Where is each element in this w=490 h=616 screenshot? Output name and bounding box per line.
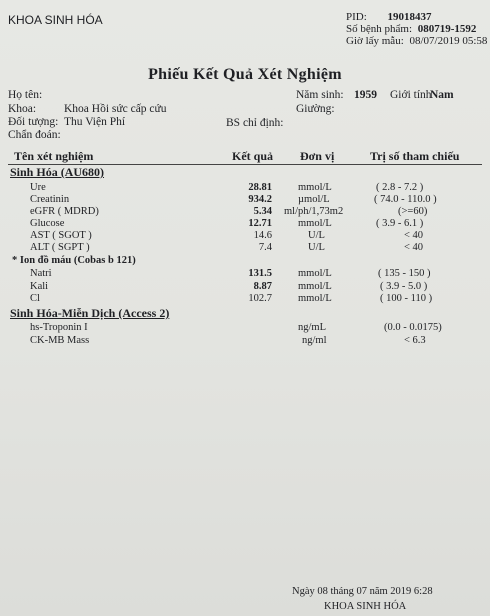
sex-label: Giới tính [390, 89, 432, 101]
dept-value: Khoa Hồi sức cấp cứu [64, 103, 167, 115]
test-result: 5.34 [253, 206, 272, 217]
test-unit: ml/ph/1,73m2 [284, 206, 344, 217]
test-name: eGFR ( MDRD) [30, 206, 99, 217]
test-unit: U/L [308, 230, 325, 241]
test-name: ALT ( SGPT ) [30, 242, 90, 253]
section-electrolytes: * Ion đồ máu (Cobas b 121) [12, 255, 136, 266]
pid-line [346, 11, 432, 23]
test-result: 8.87 [253, 281, 272, 292]
test-name: Cl [30, 293, 40, 304]
diagnosis-label: Chẩn đoán: [8, 129, 61, 141]
col-unit: Đơn vị [300, 149, 335, 163]
test-ref: ( 3.9 - 6.1 ) [376, 218, 424, 229]
test-name: Natri [30, 268, 52, 279]
test-ref: ( 2.8 - 7.2 ) [376, 182, 424, 193]
birth-label: Năm sinh: [296, 89, 344, 101]
test-ref: < 6.3 [404, 335, 426, 346]
record-label: Số bệnh phẩm: [346, 23, 412, 35]
test-result: 12.71 [248, 218, 272, 229]
test-unit: mmol/L [298, 218, 332, 229]
test-result: 102.7 [248, 293, 272, 304]
test-unit: ng/ml [302, 335, 327, 346]
object-label: Đối tượng: [8, 116, 59, 128]
report-date: Ngày 08 tháng 07 năm 2019 6:28 [292, 586, 433, 597]
pid-label: PID: [346, 11, 367, 23]
sample-time-line [346, 35, 487, 47]
name-label: Họ tên: [8, 89, 43, 101]
col-result: Kết quả [232, 149, 274, 163]
record-line [346, 23, 476, 35]
test-unit: ng/mL [298, 322, 326, 333]
test-result: 131.5 [248, 268, 272, 279]
test-ref: < 40 [404, 242, 424, 253]
sex-value: Nam [430, 89, 454, 101]
test-name: hs-Troponin I [30, 322, 88, 333]
test-result: 7.4 [258, 242, 272, 253]
sample-time-label: Giờ lấy mẫu: [346, 35, 404, 47]
dept-label: Khoa: [8, 103, 37, 115]
bed-label: Giường: [296, 103, 335, 115]
test-ref: ( 100 - 110 ) [380, 293, 433, 304]
test-result: 28.81 [248, 182, 272, 193]
section-immunology: Sinh Hóa-Miễn Dịch (Access 2) [10, 306, 170, 320]
test-unit: mmol/L [298, 182, 332, 193]
test-name: Ure [30, 182, 46, 193]
page-title: Phiếu Kết Quả Xét Nghiệm [148, 66, 342, 83]
section-chemistry: Sinh Hóa (AU680) [10, 165, 105, 179]
department-name: KHOA SINH HÓA [8, 13, 103, 27]
record-value: 080719-1592 [417, 23, 477, 35]
test-name: Glucose [30, 218, 65, 229]
test-unit: mmol/L [298, 268, 332, 279]
test-result: 934.2 [248, 194, 272, 205]
doctor-label: BS chỉ định: [226, 117, 284, 129]
sample-time-value: 08/07/2019 05:58 [409, 35, 488, 47]
test-ref: ( 3.9 - 5.0 ) [380, 281, 428, 292]
test-ref: (>=60) [398, 206, 428, 217]
test-unit: mmol/L [298, 293, 332, 304]
test-unit: mmol/L [298, 281, 332, 292]
test-name: AST ( SGOT ) [30, 230, 92, 241]
signer-dept: KHOA SINH HÓA [324, 601, 407, 612]
test-result: 14.6 [253, 230, 272, 241]
pid-value: 19018437 [387, 11, 432, 23]
test-unit: U/L [308, 242, 325, 253]
birth-value: 1959 [354, 89, 377, 101]
object-value: Thu Viện Phí [64, 116, 126, 128]
test-ref: ( 74.0 - 110.0 ) [374, 194, 437, 205]
test-ref: (0.0 - 0.0175) [384, 322, 442, 333]
test-name: Creatinin [30, 194, 70, 205]
col-test-name: Tên xét nghiệm [14, 149, 94, 163]
test-ref: < 40 [404, 230, 424, 241]
col-ref: Trị số tham chiếu [370, 149, 460, 163]
test-name: CK-MB Mass [30, 335, 90, 346]
test-name: Kali [30, 281, 49, 292]
test-unit: µmol/L [298, 194, 330, 205]
test-ref: ( 135 - 150 ) [378, 268, 431, 279]
